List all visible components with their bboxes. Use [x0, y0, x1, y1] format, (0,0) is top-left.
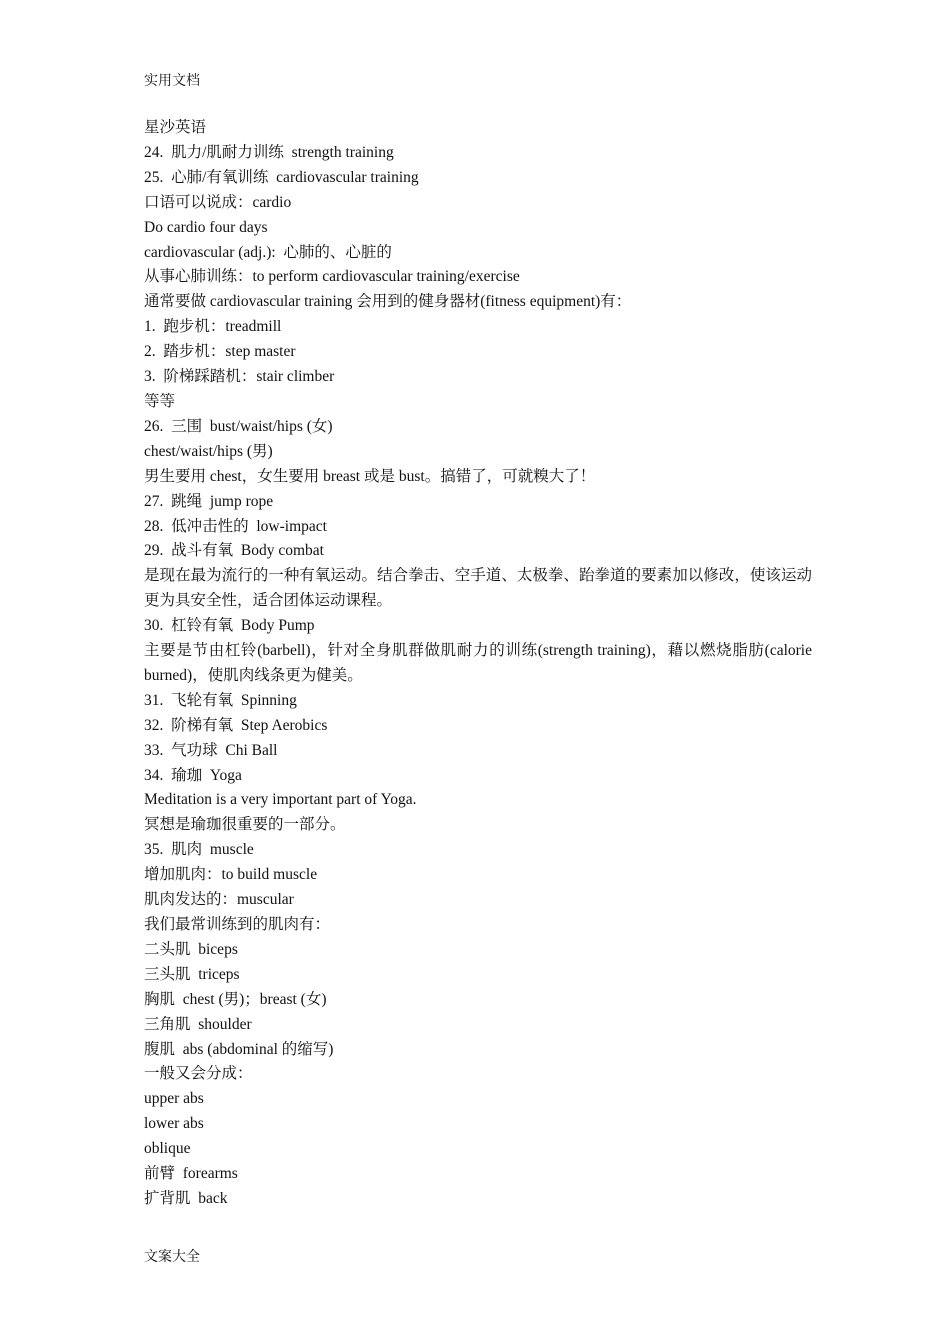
text-line: 2. 踏步机：step master: [144, 343, 296, 361]
text-line: cardiovascular (adj.): 心肺的、心脏的: [144, 243, 392, 261]
text-line: 27. 跳绳 jump rope: [144, 492, 274, 510]
text-line: 男生要用 chest，女生要用 breast 或是 bust。搞错了，可就糗大了！: [144, 467, 596, 485]
text-line: 胸肌 chest (男)；breast (女): [144, 990, 327, 1008]
text-line: Do cardio four days: [144, 218, 268, 236]
text-line: 32. 阶梯有氧 Step Aerobics: [144, 716, 328, 734]
text-line: 26. 三围 bust/waist/hips (女): [144, 417, 333, 435]
text-line: 从事心肺训练：to perform cardiovascular training/exercise: [144, 268, 520, 286]
text-line: 增加肌肉：to build muscle: [144, 866, 318, 884]
text-line: 28. 低冲击性的 low-impact: [144, 517, 327, 535]
text-line: 星沙英语: [144, 119, 207, 136]
text-line: 三头肌 triceps: [144, 965, 240, 983]
text-line: 三角肌 shoulder: [144, 1015, 252, 1033]
text-line: 冥想是瑜珈很重要的一部分。: [144, 816, 346, 834]
text-line: 35. 肌肉 muscle: [144, 841, 254, 859]
text-line: 前臂 forearms: [144, 1165, 238, 1183]
text-line: 肌肉发达的：muscular: [144, 891, 294, 909]
text-line: lower abs: [144, 1115, 204, 1133]
text-line: 24. 肌力/肌耐力训练 strength training: [144, 143, 394, 161]
text-line: 等等: [144, 392, 176, 410]
text-line: 我们最常训练到的肌肉有：: [144, 916, 331, 933]
text-line: 31. 飞轮有氧 Spinning: [144, 691, 297, 709]
text-line: 3. 阶梯踩踏机：stair climber: [144, 368, 335, 386]
text-line: 二头肌 biceps: [144, 940, 238, 958]
text-line: 一般又会分成：: [144, 1065, 253, 1083]
text-line: 29. 战斗有氧 Body combat: [144, 542, 324, 560]
text-line: 扩背肌 back: [144, 1189, 228, 1207]
page-footer: 文案大全: [144, 1249, 200, 1265]
text-line: 通常要做 cardiovascular training 会用到的健身器材(fitness equipment)有：: [144, 293, 632, 311]
paragraph: 是现在最为流行的一种有氧运动。结合拳击、空手道、太极拳、跆拳道的要素加以修改，使该运动更为具安全性，适合团体运动课程。: [144, 567, 812, 610]
text-line: 口语可以说成：cardio: [144, 193, 292, 211]
text-line: 34. 瑜珈 Yoga: [144, 766, 242, 784]
text-line: Meditation is a very important part of Yoga.: [144, 791, 417, 809]
text-line: upper abs: [144, 1090, 204, 1108]
document-body: [144, 116, 812, 1212]
text-line: 30. 杠铃有氧 Body Pump: [144, 617, 315, 635]
text-line: chest/waist/hips (男): [144, 442, 273, 460]
page-header: 实用文档: [144, 73, 200, 89]
paragraph: 主要是节由杠铃(barbell)，针对全身肌群做肌耐力的训练(strength training)，藉以燃烧脂肪(calorie burned)，使肌肉线条更为健美。: [144, 642, 812, 684]
text-line: 25. 心肺/有氧训练 cardiovascular training: [144, 168, 419, 186]
text-line: oblique: [144, 1140, 191, 1158]
text-line: 腹肌 abs (abdominal 的缩写): [144, 1040, 334, 1058]
text-line: 1. 跑步机：treadmill: [144, 318, 282, 336]
text-line: 33. 气功球 Chi Ball: [144, 741, 278, 759]
